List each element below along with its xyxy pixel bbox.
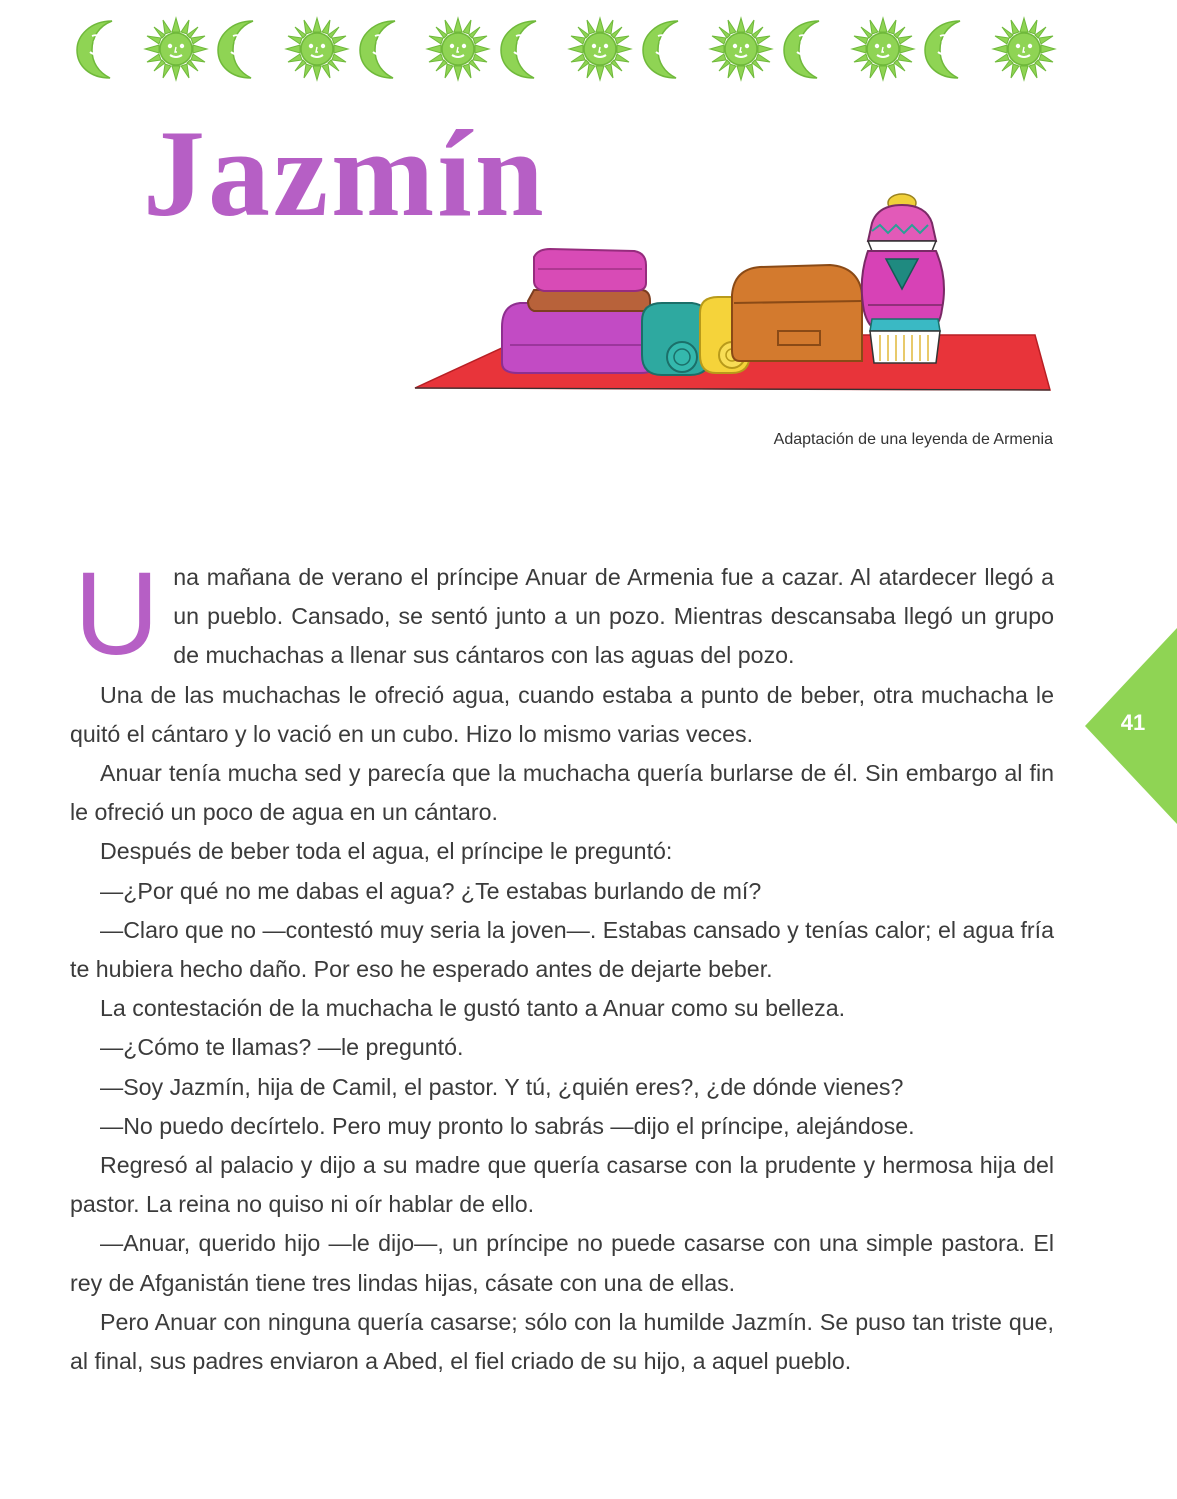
sun-icon xyxy=(425,16,491,82)
moon-icon xyxy=(213,16,279,82)
folded-cushions xyxy=(502,249,656,373)
ornament-border xyxy=(72,14,1057,84)
story-paragraph: La contestación de la muchacha le gustó tanto a Anuar como su belleza. xyxy=(100,995,846,1022)
sun-icon xyxy=(567,16,633,82)
first-paragraph-text: na mañana de verano el príncipe Anuar de Armenia fue a cazar. Al atardecer llegó a un pueblo. Cansado, se sentó junto a un pozo. Mientras descansaba llegó un grupo de muchachas a llenar sus cántaros con las aguas del pozo. xyxy=(173,564,1054,669)
drop-cap: U xyxy=(74,548,160,680)
story-paragraph: Anuar tenía mucha sed y parecía que la muchacha quería burlarse de él. Sin embargo al fin le ofreció un poco de agua en un cántaro. xyxy=(70,760,1054,826)
moon-icon xyxy=(355,16,421,82)
moon-icon xyxy=(638,16,704,82)
dialogue-line: —Soy Jazmín, hija de Camil, el pastor. Y tú, ¿quién eres?, ¿de dónde vienes? xyxy=(100,1073,904,1100)
moon-icon xyxy=(496,16,562,82)
story-paragraph: Regresó al palacio y dijo a su madre que quería casarse con la prudente y hermosa hija del pastor. La reina no quiso ni oír hablar de ello. xyxy=(70,1152,1054,1218)
story-paragraph: Pero Anuar con ninguna quería casarse; sólo con la humilde Jazmín. Se puso tan triste que, al final, sus padres enviaron a Abed, el fiel criado de su hijo, a aquel pueblo. xyxy=(70,1308,1054,1375)
story-paragraph: Una de las muchachas le ofreció agua, cuando estaba a punto de beber, otra muchacha le quitó el cántaro y lo vació en un cubo. Hizo lo mismo varias veces. xyxy=(70,681,1054,747)
story-paragraph: Después de beber toda el agua, el príncipe le preguntó: xyxy=(100,838,673,865)
luggage-illustration xyxy=(410,185,1055,395)
sun-icon xyxy=(143,16,209,82)
dialogue-line: —Claro que no —contestó muy seria la joven—. Estabas cansado y tenías calor; el agua fría te hubiera hecho daño. Por eso he esperado antes de dejarte beber. xyxy=(70,916,1054,983)
sun-icon xyxy=(991,16,1057,82)
moon-icon xyxy=(72,16,138,82)
dialogue-line: —Anuar, querido hijo —le dijo—, un príncipe no puede casarse con una simple pastora. El rey de Afganistán tiene tres lindas hijas, cásate con una de ellas. xyxy=(70,1230,1054,1296)
moon-icon xyxy=(779,16,845,82)
sun-icon xyxy=(708,16,774,82)
dialogue-line: —¿Por qué no me dabas el agua? ¿Te estabas burlando de mí? xyxy=(100,877,762,904)
story-credit: Adaptación de una leyenda de Armenia xyxy=(773,431,1053,448)
page-title: Jazmín xyxy=(143,105,547,242)
dialogue-line: —¿Cómo te llamas? —le preguntó. xyxy=(100,1034,464,1061)
moon-icon xyxy=(920,16,986,82)
page-number: 41 xyxy=(1120,710,1146,735)
sun-icon xyxy=(850,16,916,82)
story-paragraph xyxy=(70,548,1054,680)
sun-icon xyxy=(284,16,350,82)
dialogue-line: —No puedo decírtelo. Pero muy pronto lo sabrás —dijo el príncipe, alejándose. xyxy=(100,1112,915,1139)
story-text xyxy=(70,548,1054,1381)
decorated-jar xyxy=(862,194,944,363)
leather-trunk xyxy=(732,265,862,361)
